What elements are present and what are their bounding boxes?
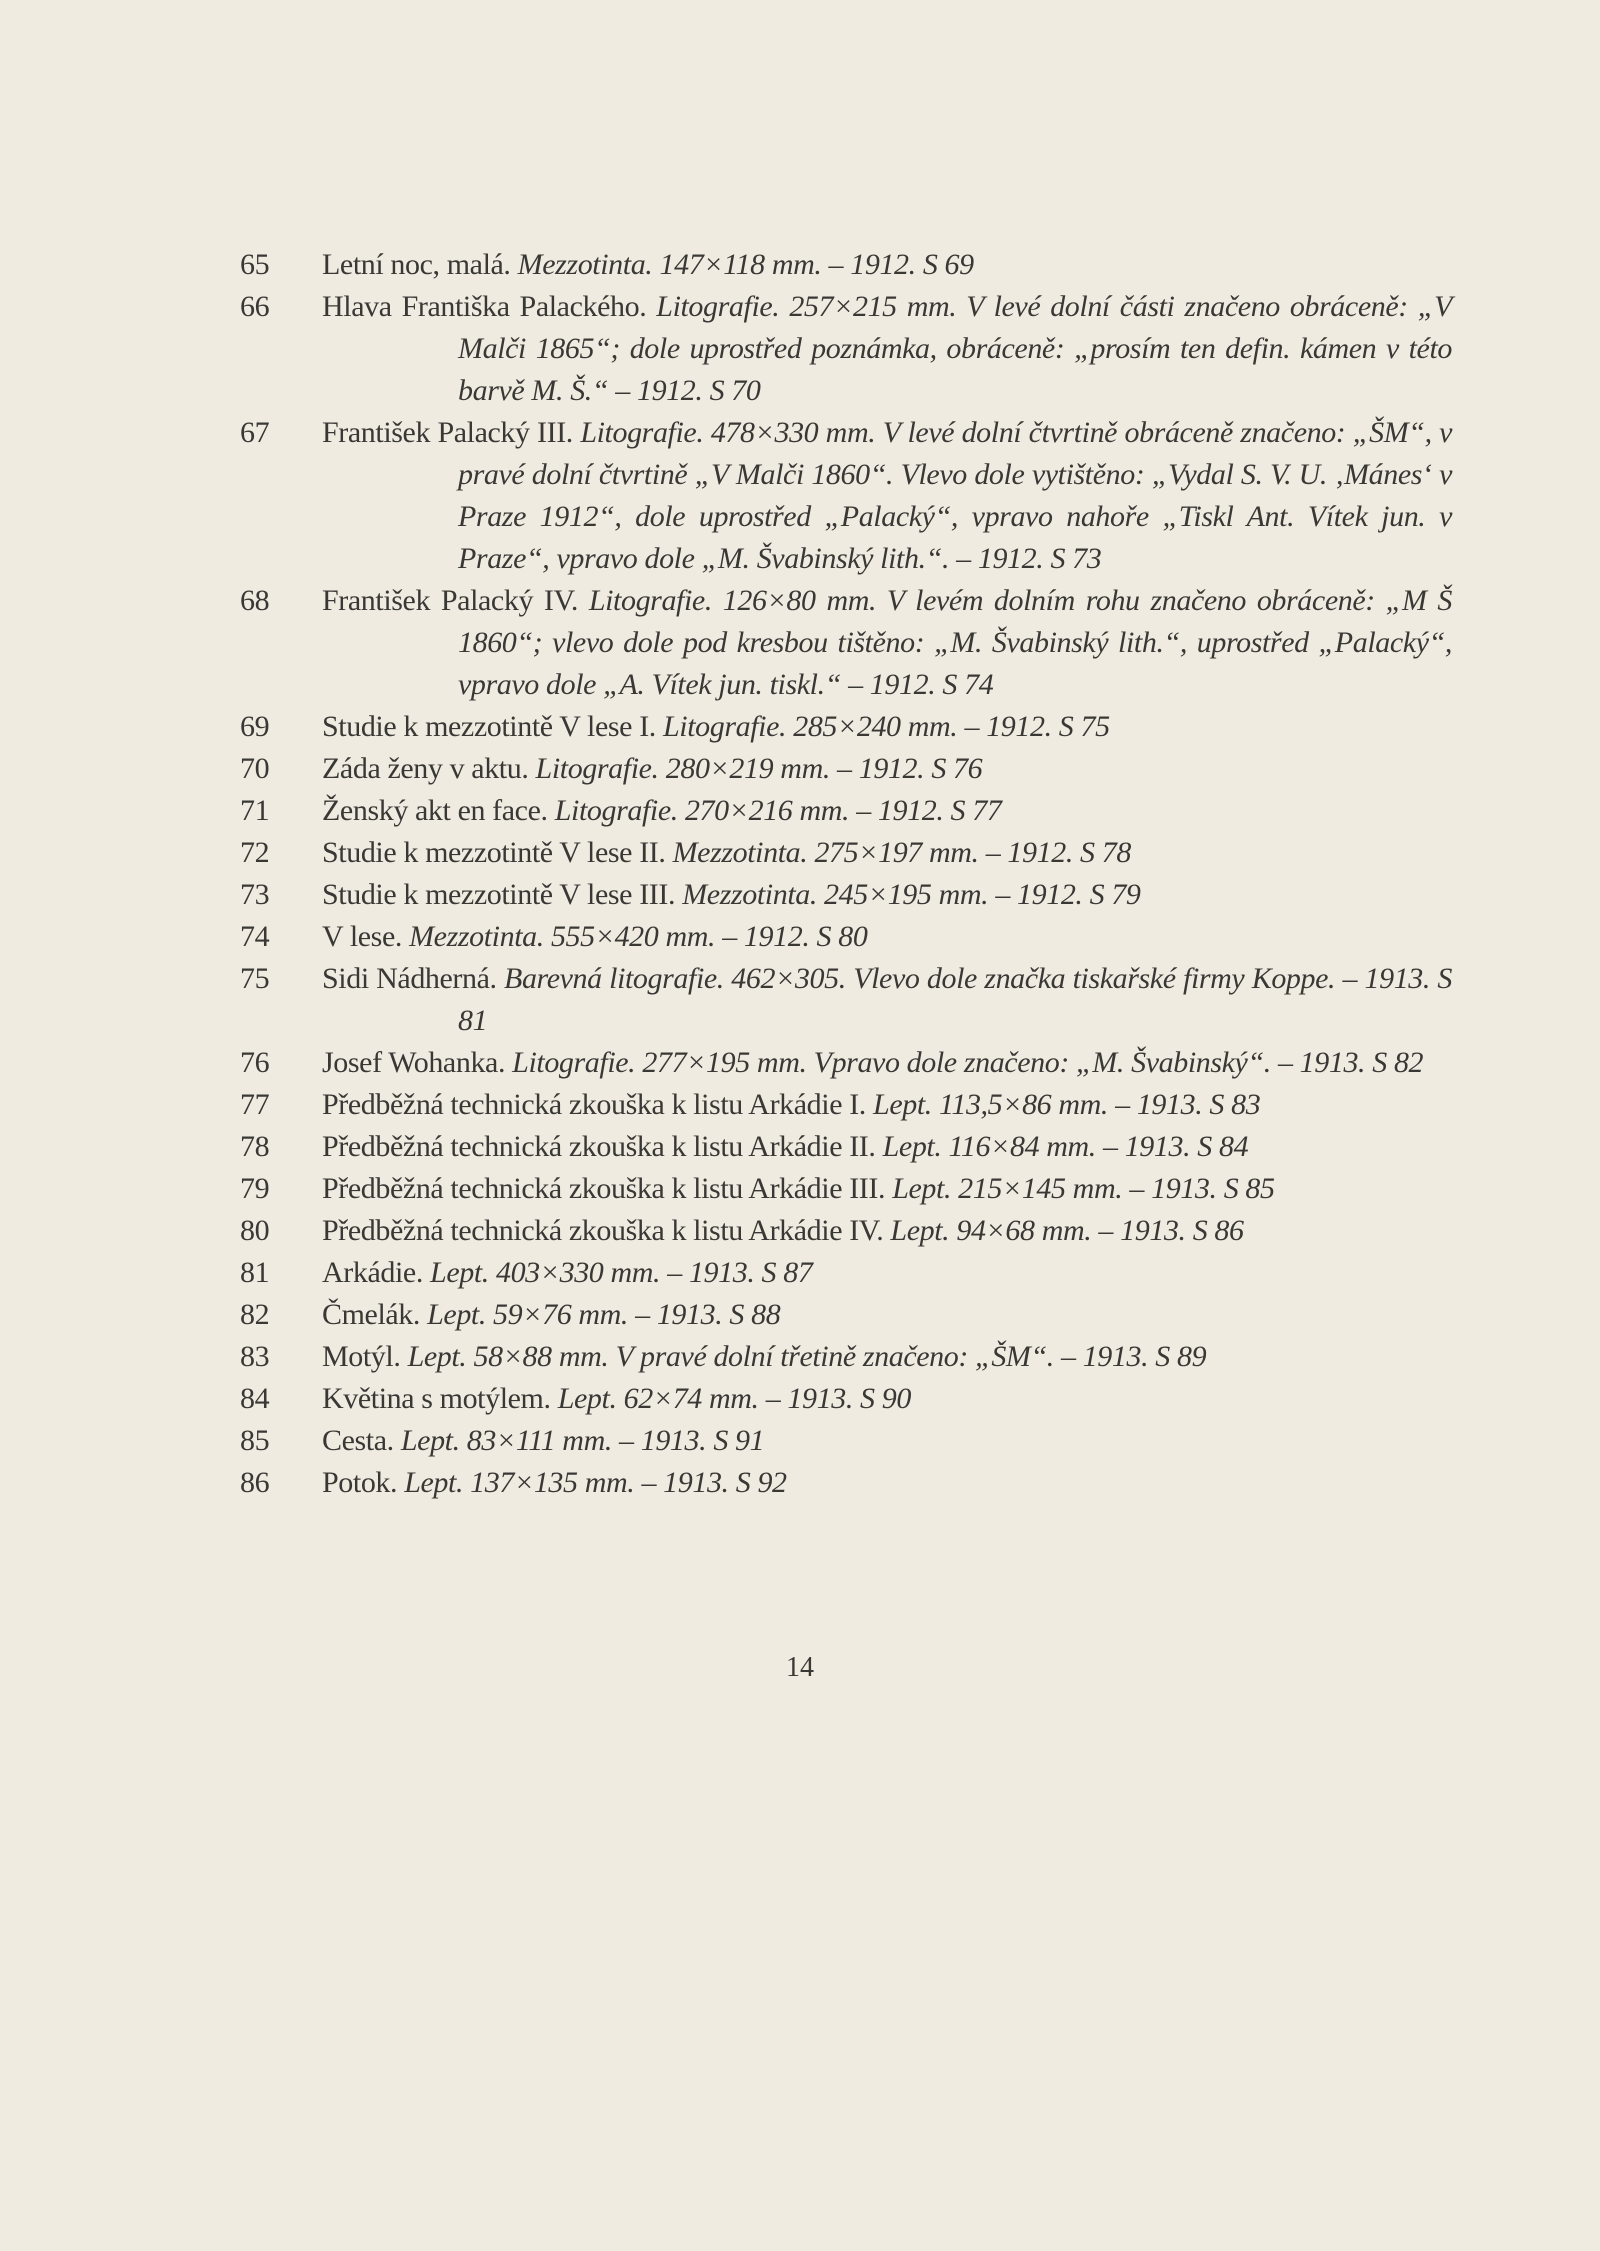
entry-number: 81 (240, 1256, 270, 1289)
catalog-entry (240, 1084, 1452, 1126)
entry-number: 80 (240, 1214, 270, 1247)
entry-text (322, 748, 1452, 790)
entry-title: Motýl. (322, 1340, 401, 1373)
entry-details: Lept. 116×84 mm. – 1913. S 84 (882, 1130, 1249, 1163)
entry-title: Květina s motýlem. (322, 1382, 551, 1415)
entry-title: František Palacký IV. (322, 584, 578, 617)
entry-text (322, 412, 1452, 580)
entry-text (322, 790, 1452, 832)
catalog-entry (240, 1126, 1452, 1168)
entry-number: 71 (240, 794, 270, 827)
catalog-entry (240, 790, 1452, 832)
catalog-entry (240, 244, 1452, 286)
entry-number: 77 (240, 1088, 270, 1121)
entry-title: František Palacký III. (322, 416, 573, 449)
catalog-entry (240, 1420, 1452, 1462)
entry-text (322, 832, 1452, 874)
entry-text (322, 1420, 1452, 1462)
entry-text (322, 1126, 1452, 1168)
entry-details: Lept. 403×330 mm. – 1913. S 87 (430, 1256, 813, 1289)
entry-details: Litografie. 126×80 mm. V levém dolním rohu značeno obráceně: „M Š 1860“; vlevo dole pod kresbou tištěno: „M. Švabinský lith.“, uprostřed „Palacký“, vpravo dole „A. Vítek jun. tiskl.“ – 1912. S 74 (458, 584, 1452, 701)
entry-text (322, 1462, 1452, 1504)
entry-number: 76 (240, 1046, 270, 1079)
entry-title: Hlava Františka Palackého. (322, 290, 647, 323)
entry-details: Mezzotinta. 275×197 mm. – 1912. S 78 (672, 836, 1131, 869)
entry-title: Čmelák. (322, 1298, 421, 1331)
catalog-entry (240, 1168, 1452, 1210)
catalog-entry (240, 706, 1452, 748)
entry-details: Lept. 113,5×86 mm. – 1913. S 83 (873, 1088, 1261, 1121)
catalog-entry (240, 1042, 1452, 1084)
entry-number: 82 (240, 1298, 270, 1331)
entry-number: 68 (240, 584, 270, 617)
entry-details: Lept. 62×74 mm. – 1913. S 90 (557, 1382, 911, 1415)
entry-details: Lept. 94×68 mm. – 1913. S 86 (890, 1214, 1244, 1247)
entry-title: Sidi Nádherná. (322, 962, 497, 995)
entry-details: Lept. 59×76 mm. – 1913. S 88 (427, 1298, 781, 1331)
entry-number: 67 (240, 416, 270, 449)
entry-details: Barevná litografie. 462×305. Vlevo dole značka tiskařské firmy Koppe. – 1913. S 81 (458, 962, 1452, 1037)
entry-title: Studie k mezzotintě V lese III. (322, 878, 676, 911)
entry-details: Lept. 58×88 mm. V pravé dolní třetině značeno: „ŠM“. – 1913. S 89 (407, 1340, 1207, 1373)
catalog-entry (240, 1252, 1452, 1294)
entry-number: 74 (240, 920, 270, 953)
entry-title: Předběžná technická zkouška k listu Arkádie IV. (322, 1214, 884, 1247)
entry-number: 69 (240, 710, 270, 743)
entry-text (322, 286, 1452, 412)
entry-title: Záda ženy v aktu. (322, 752, 529, 785)
catalog-entry (240, 1210, 1452, 1252)
entry-number: 73 (240, 878, 270, 911)
entry-title: Studie k mezzotintě V lese II. (322, 836, 666, 869)
entry-text (322, 916, 1452, 958)
entry-text (322, 706, 1452, 748)
entry-number: 70 (240, 752, 270, 785)
entry-details: Litografie. 280×219 mm. – 1912. S 76 (535, 752, 983, 785)
entry-text (322, 958, 1452, 1042)
entry-title: Předběžná technická zkouška k listu Arkádie III. (322, 1172, 886, 1205)
entry-number: 79 (240, 1172, 270, 1205)
catalog-entry (240, 832, 1452, 874)
catalog-entry (240, 1462, 1452, 1504)
entry-title: Letní noc, malá. (322, 248, 511, 281)
entry-text (322, 1336, 1452, 1378)
entry-details: Lept. 137×135 mm. – 1913. S 92 (404, 1466, 787, 1499)
entry-details: Lept. 215×145 mm. – 1913. S 85 (892, 1172, 1275, 1205)
entry-number: 66 (240, 290, 270, 323)
entry-text (322, 874, 1452, 916)
entry-number: 83 (240, 1340, 270, 1373)
entry-details: Mezzotinta. 147×118 mm. – 1912. S 69 (517, 248, 974, 281)
entry-number: 78 (240, 1130, 270, 1163)
page-number: 14 (786, 1652, 814, 1683)
catalog-entry (240, 958, 1452, 1042)
entry-number: 84 (240, 1382, 270, 1415)
entry-text (322, 244, 1452, 286)
entry-title: Ženský akt en face. (322, 794, 548, 827)
entry-details: Mezzotinta. 245×195 mm. – 1912. S 79 (682, 878, 1141, 911)
entry-title: V lese. (322, 920, 402, 953)
entry-number: 85 (240, 1424, 270, 1457)
catalog-entry (240, 1378, 1452, 1420)
entry-text (322, 580, 1452, 706)
catalog-entry (240, 874, 1452, 916)
entry-details: Litografie. 257×215 mm. V levé dolní části značeno obráceně: „V Malči 1865“; dole uprostřed poznámka, obráceně: „prosím ten defin. kámen v této barvě M. Š.“ – 1912. S 70 (458, 290, 1452, 407)
entry-text (322, 1210, 1452, 1252)
entry-title: Předběžná technická zkouška k listu Arkádie II. (322, 1130, 876, 1163)
catalog-entry (240, 286, 1452, 412)
entry-title: Josef Wohanka. (322, 1046, 506, 1079)
entry-text (322, 1294, 1452, 1336)
catalog-entry (240, 916, 1452, 958)
entry-title: Studie k mezzotintě V lese I. (322, 710, 656, 743)
entry-text (322, 1042, 1452, 1084)
entry-number: 72 (240, 836, 270, 869)
catalog-entry (240, 580, 1452, 706)
entry-number: 75 (240, 962, 270, 995)
entry-text (322, 1084, 1452, 1126)
entry-title: Arkádie. (322, 1256, 423, 1289)
catalog-entry (240, 748, 1452, 790)
entry-title: Potok. (322, 1466, 398, 1499)
entry-number: 65 (240, 248, 270, 281)
entry-details: Litografie. 270×216 mm. – 1912. S 77 (554, 794, 1002, 827)
entry-details: Lept. 83×111 mm. – 1913. S 91 (400, 1424, 765, 1457)
catalog-list (240, 244, 1452, 1504)
entry-details: Litografie. 285×240 mm. – 1912. S 75 (663, 710, 1110, 743)
entry-text (322, 1378, 1452, 1420)
catalog-entry (240, 412, 1452, 580)
catalog-entry (240, 1336, 1452, 1378)
entry-details: Litografie. 478×330 mm. V levé dolní čtvrtině obráceně značeno: „ŠM“, v pravé dolní čtvrtině „V Malči 1860“. Vlevo dole vytištěno: „Vydal S. V. U. ‚Mánes‘ v Praze 1912“, dole uprostřed „Palacký“, vpravo nahoře „Tiskl Ant. Vítek jun. v Praze“, vpravo dole „M. Švabinský lith.“. – 1912. S 73 (458, 416, 1452, 575)
entry-title: Cesta. (322, 1424, 394, 1457)
entry-title: Předběžná technická zkouška k listu Arkádie I. (322, 1088, 866, 1121)
entry-details: Mezzotinta. 555×420 mm. – 1912. S 80 (409, 920, 868, 953)
entry-number: 86 (240, 1466, 270, 1499)
entry-text (322, 1252, 1452, 1294)
entry-details: Litografie. 277×195 mm. Vpravo dole značeno: „M. Švabinský“. – 1913. S 82 (512, 1046, 1424, 1079)
entry-text (322, 1168, 1452, 1210)
catalog-entry (240, 1294, 1452, 1336)
